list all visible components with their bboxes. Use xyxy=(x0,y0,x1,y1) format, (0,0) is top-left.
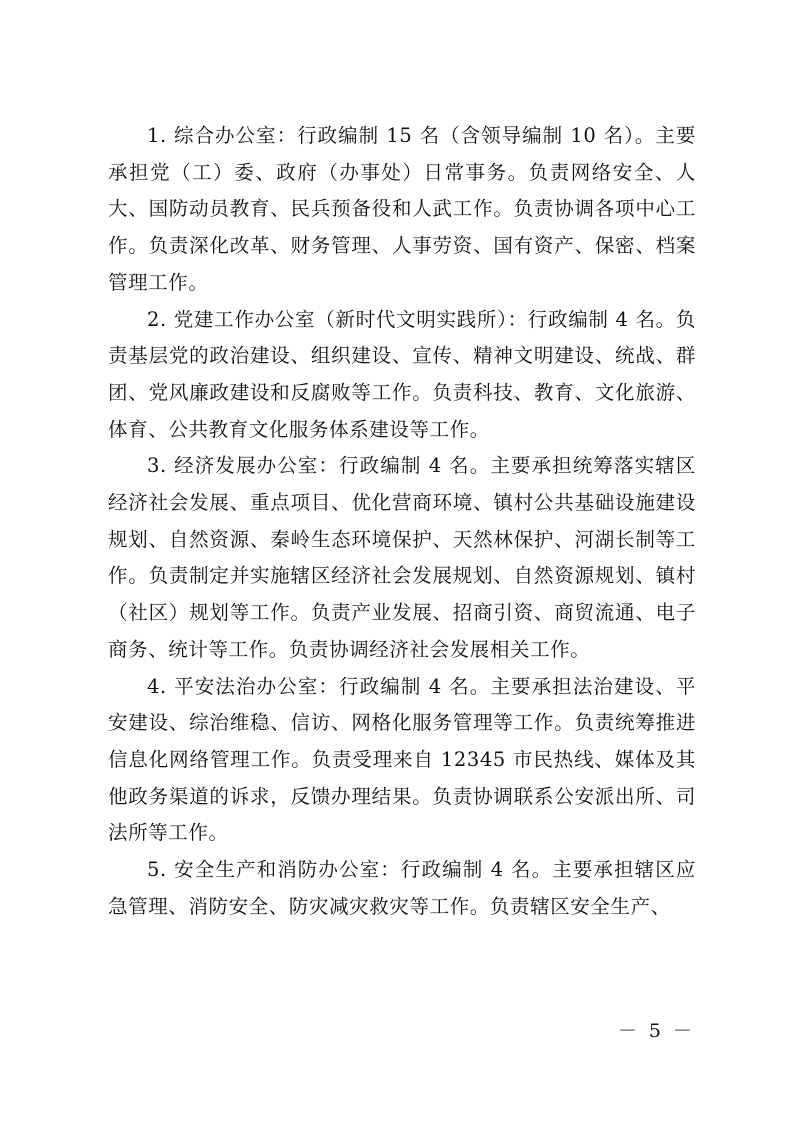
paragraph-comprehensive-office: 1. 综合办公室：行政编制 15 名（含领导编制 10 名）。主要承担党（工）委、政府（办事处）日常事务。负责网络安全、人大、国防动员教育、民兵预备役和人武工作。负责协调各项中心工作。负责深化改革、财务管理、人事劳资、国有资产、保密、档案管理工作。 xyxy=(108,124,696,294)
document-body xyxy=(108,118,696,925)
paragraph-safety-rule-of-law-office: 4. 平安法治办公室：行政编制 4 名。主要承担法治建设、平安建设、综治维稳、信访、网格化服务管理等工作。负责统筹推进信息化网络管理工作。负责受理来自 12345 市民热线、媒体及其他政务渠道的诉求，反馈办理结果。负责协调联系公安派出所、司法所等工作。 xyxy=(108,674,696,845)
paragraph-party-building-office: 2. 党建工作办公室（新时代文明实践所）：行政编制 4 名。负责基层党的政治建设、组织建设、宣传、精神文明建设、统战、群团、党风廉政建设和反腐败等工作。负责科技、教育、文化旅游、体育、公共教育文化服务体系建设等工作。 xyxy=(108,307,696,441)
paragraph-production-safety-fire-office: 5. 安全生产和消防办公室：行政编制 4 名。主要承担辖区应急管理、消防安全、防灾减灾救灾等工作。负责辖区安全生产、 xyxy=(108,858,696,918)
paragraph-economic-development-office: 3. 经济发展办公室：行政编制 4 名。主要承担统筹落实辖区经济社会发展、重点项目、优化营商环境、镇村公共基础设施建设规划、自然资源、秦岭生态环境保护、天然林保护、河湖长制等工作。负责制定并实施辖区经济社会发展规划、自然资源规划、镇村（社区）规划等工作。负责产业发展、招商引资、商贸流通、电子商务、统计等工作。负责协调经济社会发展相关工作。 xyxy=(108,454,696,661)
page-number: － 5 － xyxy=(617,1020,695,1042)
